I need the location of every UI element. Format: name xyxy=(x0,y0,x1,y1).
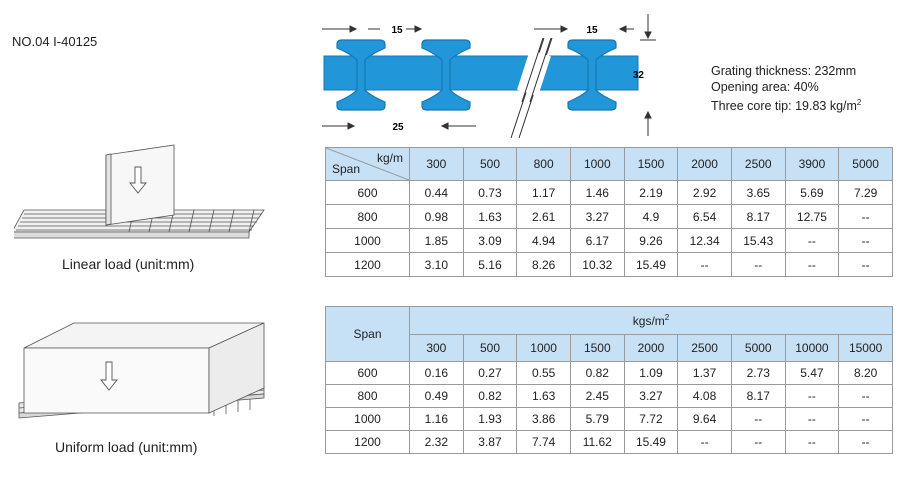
span-cell: 1200 xyxy=(326,431,410,454)
value-cell: 0.27 xyxy=(463,362,517,385)
linear-col-header: 2000 xyxy=(678,148,732,181)
linear-col-header: 2500 xyxy=(731,148,785,181)
spec-opening: Opening area: 40% xyxy=(711,80,819,94)
uniform-col-header: 10000 xyxy=(785,335,839,362)
value-cell: 0.16 xyxy=(410,362,464,385)
value-cell: 9.64 xyxy=(678,408,732,431)
uniform-span-label: Span xyxy=(326,307,410,362)
value-cell: 5.69 xyxy=(785,181,839,205)
linear-load-caption: Linear load (unit:mm) xyxy=(62,256,195,272)
value-cell: 15.49 xyxy=(624,253,678,277)
value-cell: 3.09 xyxy=(463,229,517,253)
uniform-col-header: 2000 xyxy=(624,335,678,362)
uniform-col-header: 1000 xyxy=(517,335,571,362)
value-cell: 0.55 xyxy=(517,362,571,385)
table-row xyxy=(326,181,893,205)
value-cell: 1.37 xyxy=(678,362,732,385)
value-cell: 0.44 xyxy=(410,181,464,205)
table-row xyxy=(326,253,893,277)
span-cell: 600 xyxy=(326,362,410,385)
uniform-unit-label xyxy=(410,307,893,335)
value-cell: 12.75 xyxy=(785,205,839,229)
value-cell: 5.16 xyxy=(463,253,517,277)
value-cell: 7.74 xyxy=(517,431,571,454)
linear-load-table xyxy=(325,147,893,277)
value-cell: 1.93 xyxy=(463,408,517,431)
value-cell: 10.32 xyxy=(570,253,624,277)
value-cell: -- xyxy=(839,408,893,431)
value-cell: -- xyxy=(839,229,893,253)
linear-col-header: 5000 xyxy=(839,148,893,181)
value-cell: 1.85 xyxy=(410,229,464,253)
value-cell: -- xyxy=(785,229,839,253)
value-cell: -- xyxy=(839,431,893,454)
value-cell: -- xyxy=(731,408,785,431)
spec-weight xyxy=(711,95,861,114)
i-bar-cross-section-diagram xyxy=(318,8,658,138)
uniform-unit-text: kgs/m xyxy=(632,314,665,328)
value-cell: 4.94 xyxy=(517,229,571,253)
table-row xyxy=(326,385,893,408)
value-cell: 2.19 xyxy=(624,181,678,205)
value-cell: 3.87 xyxy=(463,431,517,454)
table-row xyxy=(326,229,893,253)
linear-col-header: 300 xyxy=(410,148,464,181)
model-number: NO.04 I-40125 xyxy=(12,34,98,49)
uniform-col-header: 500 xyxy=(463,335,517,362)
value-cell: 3.86 xyxy=(517,408,571,431)
linear-span-label: Span xyxy=(332,162,361,176)
value-cell: 5.47 xyxy=(785,362,839,385)
uniform-unit-sup: 2 xyxy=(664,313,670,322)
value-cell: 1.09 xyxy=(624,362,678,385)
value-cell: 7.29 xyxy=(839,181,893,205)
linear-col-header: 800 xyxy=(517,148,571,181)
value-cell: 12.34 xyxy=(678,229,732,253)
span-cell: 800 xyxy=(326,205,410,229)
value-cell: 1.17 xyxy=(517,181,571,205)
table-row xyxy=(326,362,893,385)
value-cell: 8.17 xyxy=(731,205,785,229)
linear-load-illustration xyxy=(14,135,274,250)
value-cell: 0.82 xyxy=(570,362,624,385)
value-cell: -- xyxy=(785,385,839,408)
value-cell: -- xyxy=(839,385,893,408)
spec-thickness: Grating thickness: 232mm xyxy=(711,64,857,78)
value-cell: 1.63 xyxy=(517,385,571,408)
dim-label-height: 32 xyxy=(632,70,644,81)
value-cell: -- xyxy=(839,205,893,229)
table-row xyxy=(326,408,893,431)
value-cell: 15.43 xyxy=(731,229,785,253)
table-row xyxy=(326,205,893,229)
table-row xyxy=(326,431,893,454)
grating-specs xyxy=(711,63,861,114)
value-cell: 1.63 xyxy=(463,205,517,229)
dim-label-spacing: 25 xyxy=(392,122,404,133)
value-cell: 0.73 xyxy=(463,181,517,205)
dim-label-top-right: 15 xyxy=(586,25,598,36)
value-cell: -- xyxy=(785,431,839,454)
value-cell: 4.9 xyxy=(624,205,678,229)
uniform-header-row xyxy=(326,307,893,335)
span-cell: 600 xyxy=(326,181,410,205)
value-cell: 9.26 xyxy=(624,229,678,253)
linear-col-header: 1000 xyxy=(570,148,624,181)
value-cell: 8.26 xyxy=(517,253,571,277)
uniform-col-header: 1500 xyxy=(570,335,624,362)
uniform-load-caption: Uniform load (unit:mm) xyxy=(55,439,198,455)
uniform-col-header-row xyxy=(326,335,893,362)
value-cell: -- xyxy=(678,253,732,277)
value-cell: 2.32 xyxy=(410,431,464,454)
value-cell: 11.62 xyxy=(570,431,624,454)
value-cell: 8.20 xyxy=(839,362,893,385)
linear-col-header: 3900 xyxy=(785,148,839,181)
uniform-col-header: 5000 xyxy=(731,335,785,362)
value-cell: -- xyxy=(785,408,839,431)
value-cell: 15.49 xyxy=(624,431,678,454)
linear-unit-label: kg/m xyxy=(376,151,403,165)
span-cell: 1000 xyxy=(326,408,410,431)
value-cell: 0.82 xyxy=(463,385,517,408)
value-cell: 7.72 xyxy=(624,408,678,431)
dim-label-top-left: 15 xyxy=(391,25,403,36)
value-cell: 8.17 xyxy=(731,385,785,408)
value-cell: 1.46 xyxy=(570,181,624,205)
value-cell: -- xyxy=(678,431,732,454)
value-cell: 1.16 xyxy=(410,408,464,431)
linear-col-header: 1500 xyxy=(624,148,678,181)
value-cell: 3.27 xyxy=(624,385,678,408)
value-cell: 2.45 xyxy=(570,385,624,408)
value-cell: 3.27 xyxy=(570,205,624,229)
value-cell: 3.65 xyxy=(731,181,785,205)
spec-weight-sup: 2 xyxy=(856,98,862,107)
value-cell: 2.61 xyxy=(517,205,571,229)
uniform-col-header: 300 xyxy=(410,335,464,362)
value-cell: 0.49 xyxy=(410,385,464,408)
value-cell: 3.10 xyxy=(410,253,464,277)
spec-weight-text: Three core tip: 19.83 kg/m xyxy=(711,99,857,114)
span-cell: 1200 xyxy=(326,253,410,277)
value-cell: 6.54 xyxy=(678,205,732,229)
value-cell: 4.08 xyxy=(678,385,732,408)
value-cell: -- xyxy=(731,253,785,277)
value-cell: 6.17 xyxy=(570,229,624,253)
linear-corner-cell xyxy=(326,148,410,181)
value-cell: 5.79 xyxy=(570,408,624,431)
linear-header-row xyxy=(326,148,893,181)
linear-col-header: 500 xyxy=(463,148,517,181)
uniform-col-header: 2500 xyxy=(678,335,732,362)
value-cell: 2.92 xyxy=(678,181,732,205)
span-cell: 800 xyxy=(326,385,410,408)
uniform-load-illustration xyxy=(14,318,274,423)
value-cell: -- xyxy=(785,253,839,277)
value-cell: 0.98 xyxy=(410,205,464,229)
span-cell: 1000 xyxy=(326,229,410,253)
uniform-col-header: 15000 xyxy=(839,335,893,362)
value-cell: -- xyxy=(839,253,893,277)
value-cell: -- xyxy=(731,431,785,454)
uniform-load-table xyxy=(325,306,893,454)
value-cell: 2.73 xyxy=(731,362,785,385)
